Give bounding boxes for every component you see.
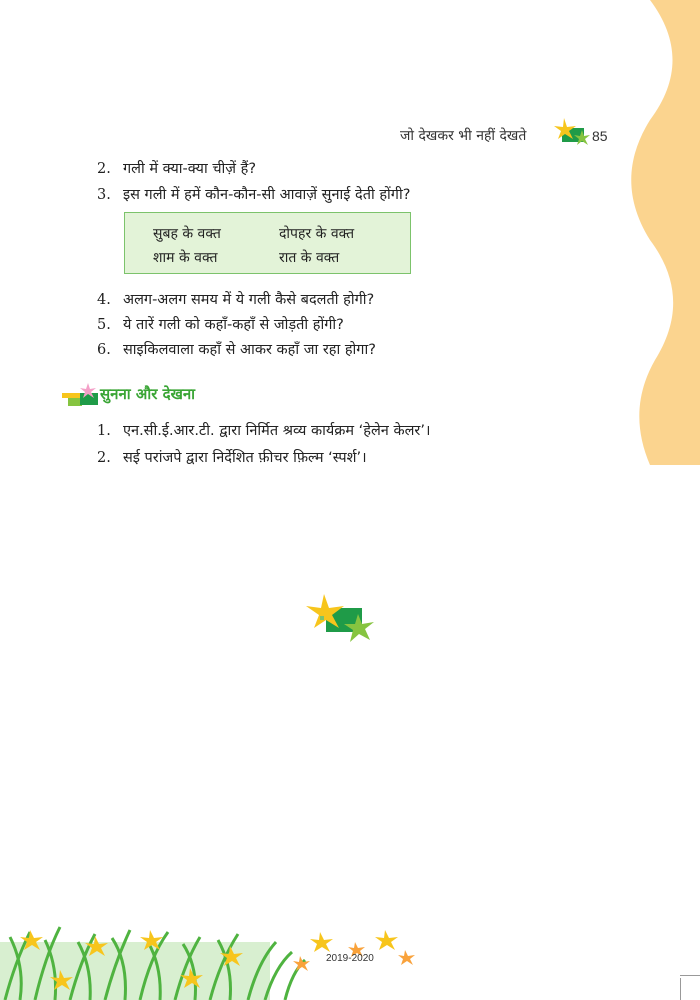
time-cell: दोपहर के वक्त	[279, 226, 355, 242]
question-item	[97, 314, 344, 334]
question-item	[97, 184, 410, 204]
question-number: 6.	[97, 342, 111, 358]
question-number: 4.	[97, 292, 111, 308]
list-item	[97, 447, 367, 467]
item-text: एन.सी.ई.आर.टी. द्वारा निर्मित श्रव्य कार्यक्रम ‘हेलेन केलर’।	[123, 423, 431, 439]
crop-mark	[680, 978, 681, 1000]
year-label: 2019-2020	[326, 953, 374, 964]
question-text: अलग-अलग समय में ये गली कैसे बदलती होगी?	[123, 292, 375, 308]
section-flower-icon	[58, 383, 100, 409]
time-of-day-box	[124, 212, 411, 274]
question-text: गली में क्या-क्या चीज़ें हैं?	[123, 161, 257, 177]
time-cell: शाम के वक्त	[153, 250, 218, 266]
question-item	[97, 158, 256, 178]
question-text: साइकिलवाला कहाँ से आकर कहाँ जा रहा होगा?	[123, 342, 376, 358]
running-header-title: जो देखकर भी नहीं देखते	[400, 128, 527, 144]
question-number: 3.	[97, 187, 111, 203]
list-item	[97, 420, 430, 440]
time-cell: रात के वक्त	[279, 250, 340, 266]
question-number: 2.	[97, 161, 111, 177]
item-number: 2.	[97, 450, 111, 466]
item-text: सई परांजपे द्वारा निर्देशित फ़ीचर फ़िल्म ‘स्पर्श’।	[123, 450, 367, 466]
flower-icon	[552, 118, 592, 150]
time-cell: सुबह के वक्त	[153, 226, 221, 242]
question-item	[97, 289, 374, 309]
question-item	[97, 339, 376, 359]
grass-flowers-illustration	[0, 912, 440, 1000]
item-number: 1.	[97, 423, 111, 439]
page-number: 85	[592, 128, 608, 144]
crop-mark	[680, 975, 700, 976]
side-decoration-band	[630, 0, 700, 465]
section-title: सुनना और देखना	[100, 385, 196, 403]
question-text: ये तारें गली को कहाँ-कहाँ से जोड़ती होंगी?	[123, 317, 344, 333]
question-text: इस गली में हमें कौन-कौन-सी आवाज़ें सुनाई देती होंगी?	[123, 187, 411, 203]
question-number: 5.	[97, 317, 111, 333]
decorative-flower-icon	[304, 594, 378, 650]
